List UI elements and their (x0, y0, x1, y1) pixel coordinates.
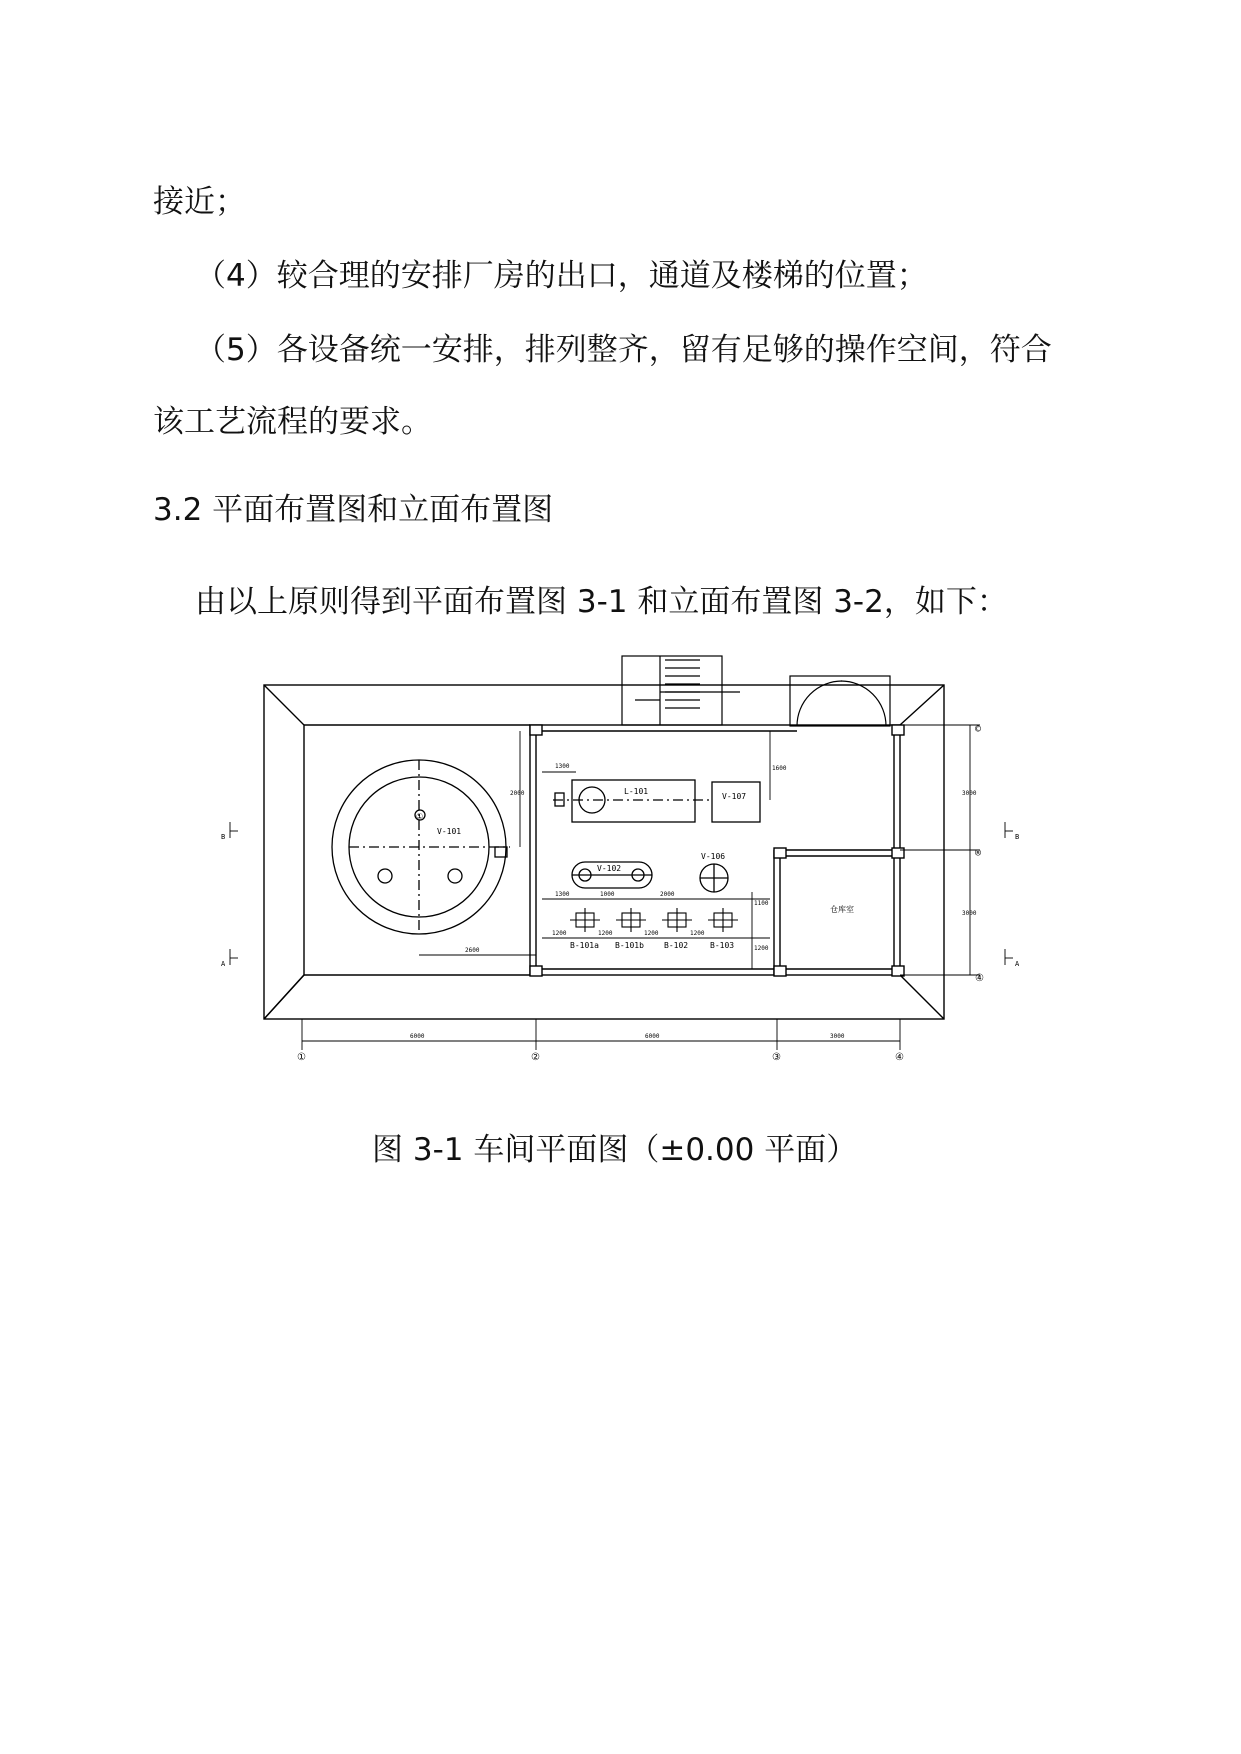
column (892, 848, 904, 858)
label-v101-number: ① (416, 812, 424, 821)
column (774, 966, 786, 976)
dim-6000-left: 6000 (410, 1033, 425, 1040)
dim-6000-mid: 6000 (645, 1033, 660, 1040)
equipment-v107 (712, 782, 760, 822)
section-mark-a-left: A (221, 960, 226, 968)
axis-a: ④ (975, 973, 984, 984)
label-b101a: B-101a (570, 941, 599, 950)
column (774, 848, 786, 858)
axis-1: ① (297, 1052, 306, 1063)
figure-caption: 图 3-1 车间平面图（±0.00 平面） (372, 1132, 858, 1168)
column (530, 725, 542, 735)
axis-3: ③ (772, 1052, 781, 1063)
list-item-5-continuation: 该工艺流程的要求。 (153, 404, 432, 440)
staircase (622, 656, 722, 725)
dim-1200-d: 1200 (690, 930, 705, 937)
dim-1600: 1600 (772, 765, 787, 772)
dim-2600: 2600 (465, 947, 480, 954)
dim-3000-right-top: 3000 (962, 790, 977, 797)
dim-1100: 1100 (754, 900, 769, 907)
dim-1000: 1000 (600, 891, 615, 898)
list-item-4: （4）较合理的安排厂房的出口，通道及楼梯的位置； (195, 258, 928, 294)
dim-2000-left: 2000 (510, 790, 525, 797)
paragraph-continuation: 接近； (153, 184, 246, 220)
axis-c: © (975, 724, 982, 735)
label-b101b: B-101b (615, 941, 644, 950)
axis-4: ④ (895, 1052, 904, 1063)
dim-3000-bottom: 3000 (830, 1033, 845, 1040)
label-v101: V-101 (437, 827, 462, 836)
dim-1200-b: 1200 (598, 930, 613, 937)
label-b103: B-103 (710, 941, 735, 950)
dim-1200-c: 1200 (644, 930, 659, 937)
dim-1200-a: 1200 (552, 930, 567, 937)
section-mark-a-right: A (1015, 960, 1020, 968)
intro-paragraph: 由以上原则得到平面布置图 3-1 和立面布置图 3-2，如下： (195, 584, 1008, 620)
axis-b: ® (975, 848, 982, 859)
pump-b101a (570, 908, 600, 932)
section-mark-b-left: B (221, 833, 226, 841)
dim-1300: 1300 (555, 891, 570, 898)
column (892, 966, 904, 976)
axis-2: ② (531, 1052, 540, 1063)
floor-plan-drawing (210, 668, 1020, 1068)
column (530, 966, 542, 976)
label-b102: B-102 (664, 941, 689, 950)
dim-1200-vertical: 1200 (754, 945, 769, 952)
label-room: 仓库室 (830, 905, 854, 914)
pump-b101b (616, 908, 646, 932)
dim-3000-right-bottom: 3000 (962, 910, 977, 917)
label-l101: L-101 (624, 787, 649, 796)
label-v107: V-107 (722, 792, 747, 801)
column (892, 725, 904, 735)
section-mark-b-right: B (1015, 833, 1020, 841)
pump-b102 (662, 908, 692, 932)
section-heading: 3.2 平面布置图和立面布置图 (153, 492, 554, 528)
label-v106: V-106 (701, 852, 726, 861)
label-v102: V-102 (597, 864, 622, 873)
list-item-5: （5）各设备统一安排，排列整齐，留有足够的操作空间，符合 (195, 332, 1052, 368)
pump-b103 (708, 908, 738, 932)
dim-2000-mid: 2000 (660, 891, 675, 898)
dim-1300-top: 1300 (555, 763, 570, 770)
